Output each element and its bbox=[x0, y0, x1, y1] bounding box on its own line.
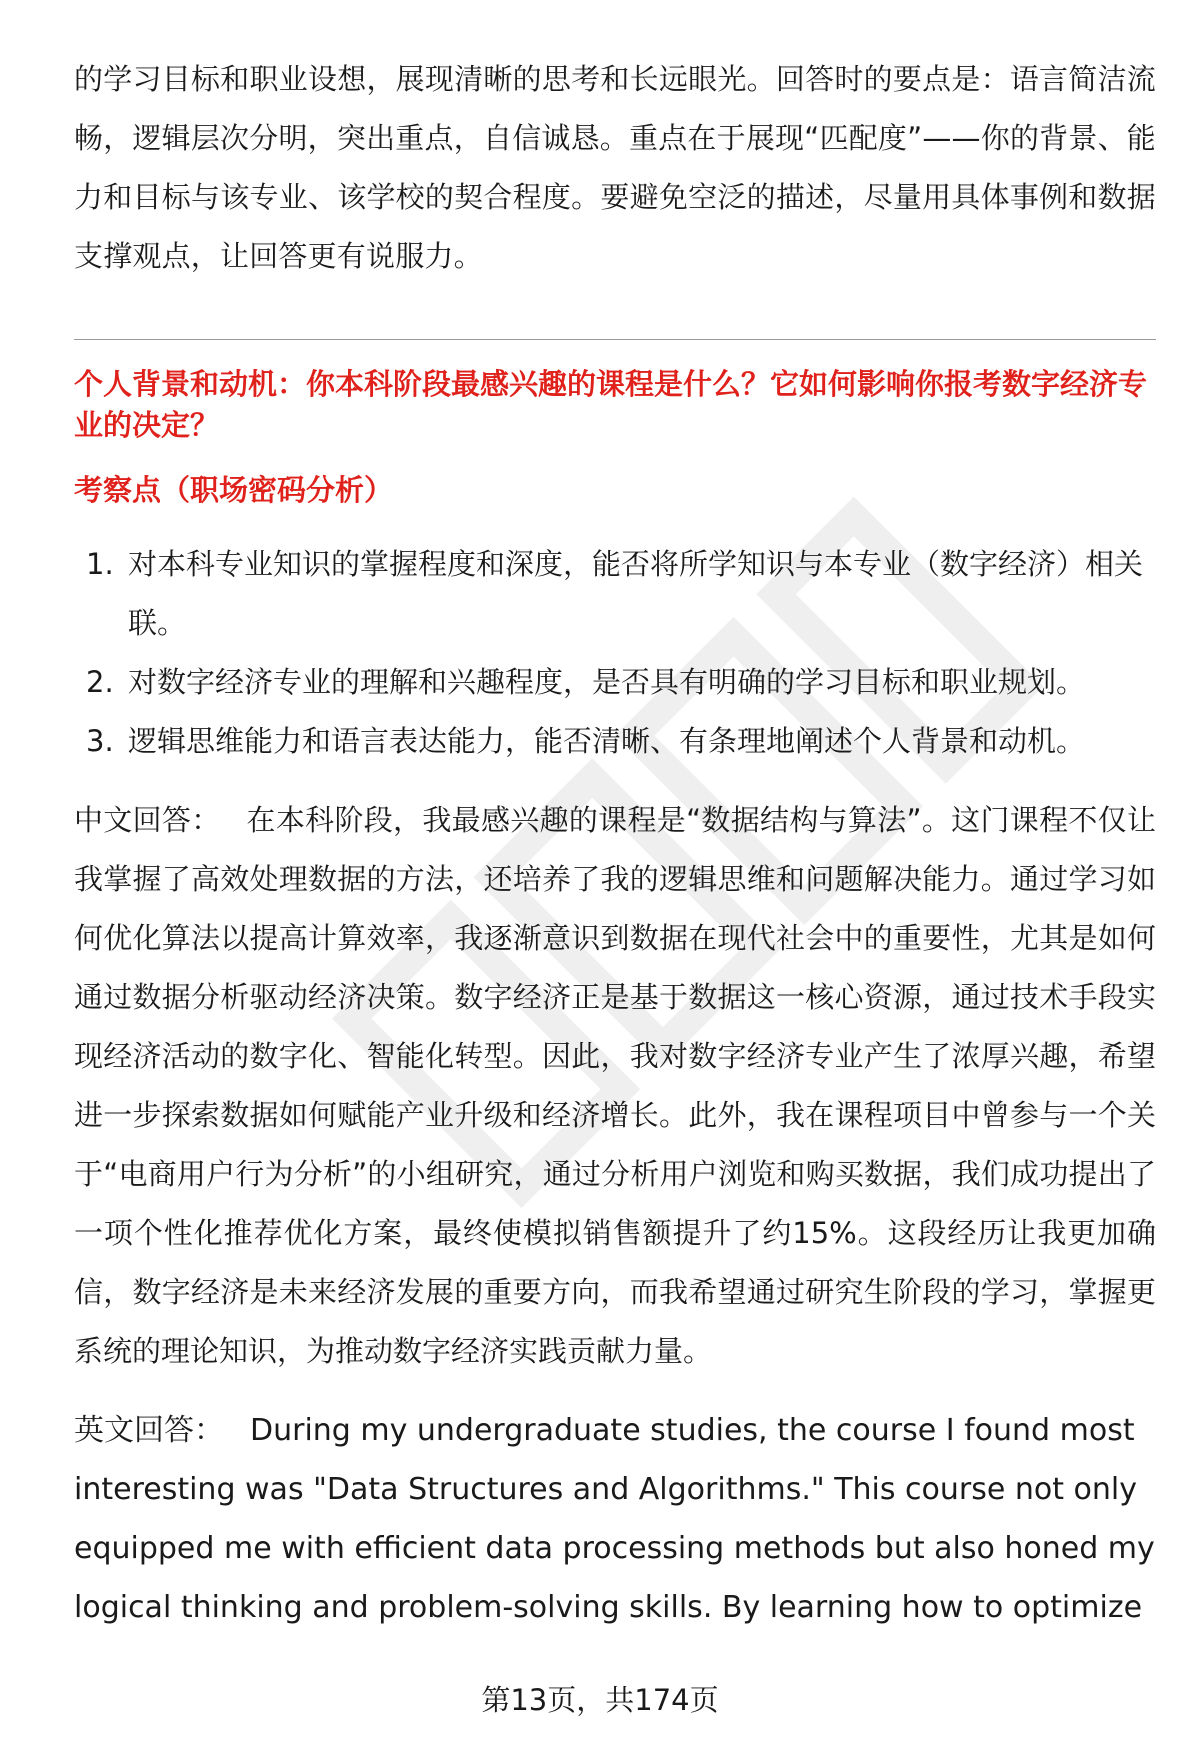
list-item-text: 对本科专业知识的掌握程度和深度，能否将所学知识与本专业（数字经济）相关联。 bbox=[128, 547, 1144, 640]
points-heading: 考察点（职场密码分析） bbox=[74, 473, 394, 507]
intro-paragraph: 的学习目标和职业设想，展现清晰的思考和长远眼光。回答时的要点是：语言简洁流畅，逻辑层次分明，突出重点，自信诚恳。重点在于展现“匹配度”——你的背景、能力和目标与该专业、该学校的契合程度。要避免空泛的描述，尽量用具体事例和数据支撑观点，让回答更有说服力。 bbox=[74, 62, 1156, 273]
list-item bbox=[74, 653, 1156, 712]
section-divider bbox=[74, 339, 1156, 340]
list-item-text: 逻辑思维能力和语言表达能力，能否清晰、有条理地阐述个人背景和动机。 bbox=[128, 724, 1086, 758]
english-answer-label: 英文回答： bbox=[74, 1413, 224, 1448]
english-answer bbox=[74, 1401, 1156, 1637]
document-page bbox=[74, 50, 1156, 1637]
list-item-number: 2. bbox=[86, 665, 114, 699]
assessment-points-list bbox=[74, 535, 1156, 771]
list-item bbox=[74, 712, 1156, 771]
question-title: 个人背景和动机：你本科阶段最感兴趣的课程是什么？它如何影响你报考数字经济专业的决定？ bbox=[74, 367, 1148, 442]
chinese-answer bbox=[74, 791, 1156, 1381]
english-answer-text: During my undergraduate studies, the course I found most interesting was "Data Structures and Algorithms." This course not only equipped me with efficient data processing methods but also honed my logical thinking and problem-solving skills. By learning how to optimize bbox=[74, 1413, 1155, 1625]
chinese-answer-text: 在本科阶段，我最感兴趣的课程是“数据结构与算法”。这门课程不仅让我掌握了高效处理数据的方法，还培养了我的逻辑思维和问题解决能力。通过学习如何优化算法以提高计算效率，我逐渐意识到数据在现代社会中的重要性，尤其是如何通过数据分析驱动经济决策。数字经济正是基于数据这一核心资源，通过技术手段实现经济活动的数字化、智能化转型。因此，我对数字经济专业产生了浓厚兴趣，希望进一步探索数据如何赋能产业升级和经济增长。此外，我在课程项目中曾参与一个关于“电商用户行为分析”的小组研究，通过分析用户浏览和购买数据，我们成功提出了一项个性化推荐优化方案，最终使模拟销售额提升了约15%。这段经历让我更加确信，数字经济是未来经济发展的重要方向，而我希望通过研究生阶段的学习，掌握更系统的理论知识，为推动数字经济实践贡献力量。 bbox=[74, 803, 1156, 1368]
list-item-number: 1. bbox=[86, 547, 114, 581]
list-item-text: 对数字经济专业的理解和兴趣程度，是否具有明确的学习目标和职业规划。 bbox=[128, 665, 1086, 699]
list-item bbox=[74, 535, 1156, 653]
page-number-footer: 第13页，共174页 bbox=[481, 1683, 719, 1717]
chinese-answer-label: 中文回答： bbox=[74, 803, 221, 837]
list-item-number: 3. bbox=[86, 724, 114, 758]
